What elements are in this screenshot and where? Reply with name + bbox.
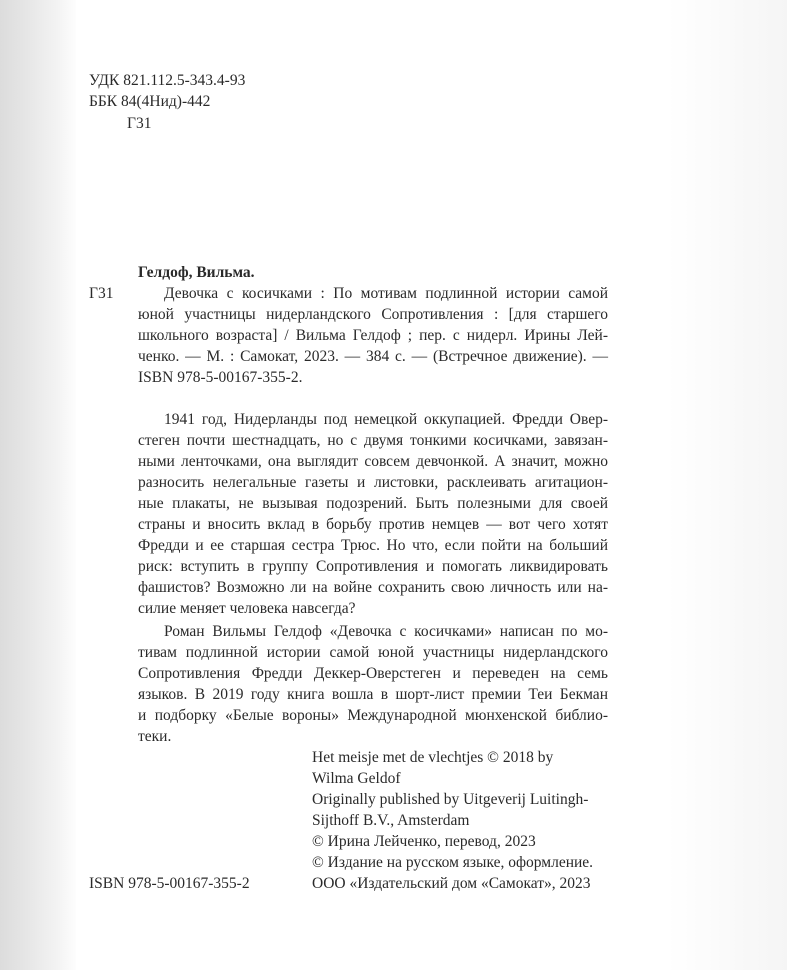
copyright-line: © Ирина Лейченко, перевод, 2023 — [312, 833, 536, 850]
annotation-line: языков. В 2019 году книга вошла в шорт-лист премии Теи Бекман — [138, 686, 608, 703]
copyright-line: Originally published by Uitgeverij Luitingh- — [312, 791, 589, 808]
annotation-line: разносить нелегальные газеты и листовки, расклеивать агитацион- — [138, 474, 608, 491]
annotation-line: страны и вносить вклад в борьбу против немцев — вот чего хотят — [138, 516, 608, 533]
annotation-line: Фредди и ее старшая сестра Трюс. Но что, если пойти на больший — [138, 537, 608, 554]
annotation-line: Сопротивления Фредди Деккер-Оверстеген и переведен на семь — [138, 665, 608, 682]
copyright-line: ООО «Издательский дом «Самокат», 2023 — [312, 875, 591, 892]
biblio-line: ченко. — М. : Самокат, 2023. — 384 с. — (Встречное движение). — — [138, 348, 608, 365]
biblio-line: школьного возраста] / Вильма Гелдоф ; пер. с нидерл. Ирины Лей- — [138, 327, 608, 344]
udk-code: УДК 821.112.5-343.4-93 — [89, 72, 246, 89]
annotation-line: ными ленточками, она выглядит совсем девчонкой. А значит, можно — [138, 453, 608, 470]
copyright-line: © Издание на русском языке, оформление. — [312, 854, 594, 871]
copyright-line: Wilma Geldof — [312, 770, 401, 787]
annotation-paragraph-2 — [138, 621, 608, 747]
biblio-line: юной участницы нидерландского Сопротивления : [для старшего — [138, 306, 608, 323]
biblio-line: Девочка с косичками : По мотивам подлинной истории самой — [164, 285, 608, 302]
author-heading: Гелдоф, Вильма. — [138, 264, 255, 281]
author-mark-side: Г31 — [89, 285, 114, 302]
annotation-line: и подборку «Белые вороны» Международной мюнхенской библио- — [138, 707, 608, 724]
annotation-line: Роман Вильмы Гелдоф «Девочка с косичками» написан по мо- — [164, 623, 608, 640]
annotation-line: риск: вступить в группу Сопротивления и помогать ликвидировать — [138, 558, 608, 575]
annotation-line: 1941 год, Нидерланды под немецкой оккупацией. Фредди Овер- — [164, 411, 608, 428]
copyright-line: Sijthoff B.V., Amsterdam — [312, 812, 470, 829]
copyright-block — [312, 747, 612, 894]
annotation-line: тивам подлинной истории самой юной участницы нидерландского — [138, 644, 608, 661]
annotation-paragraph-1 — [138, 409, 608, 619]
bbk-code: ББК 84(4Нид)-442 — [89, 93, 211, 110]
isbn-footer: ISBN 978-5-00167-355-2 — [89, 875, 250, 892]
annotation-line: ные плакаты, не вызывая подозрений. Быть полезными для своей — [138, 495, 608, 512]
annotation-line: фашистов? Возможно ли на войне сохранить свою личность или на- — [138, 579, 608, 596]
biblio-line: ISBN 978-5-00167-355-2. — [138, 369, 303, 386]
author-mark-top: Г31 — [127, 115, 152, 132]
annotation-line: силие меняет человека навсегда? — [138, 600, 356, 617]
annotation-line: стеген почти шестнадцать, но с двумя тонкими косичками, завязан- — [138, 432, 608, 449]
copyright-line: Het meisje met de vlechtjes © 2018 by — [312, 749, 554, 766]
bibliographic-description — [138, 283, 608, 388]
annotation-line: теки. — [138, 728, 172, 745]
